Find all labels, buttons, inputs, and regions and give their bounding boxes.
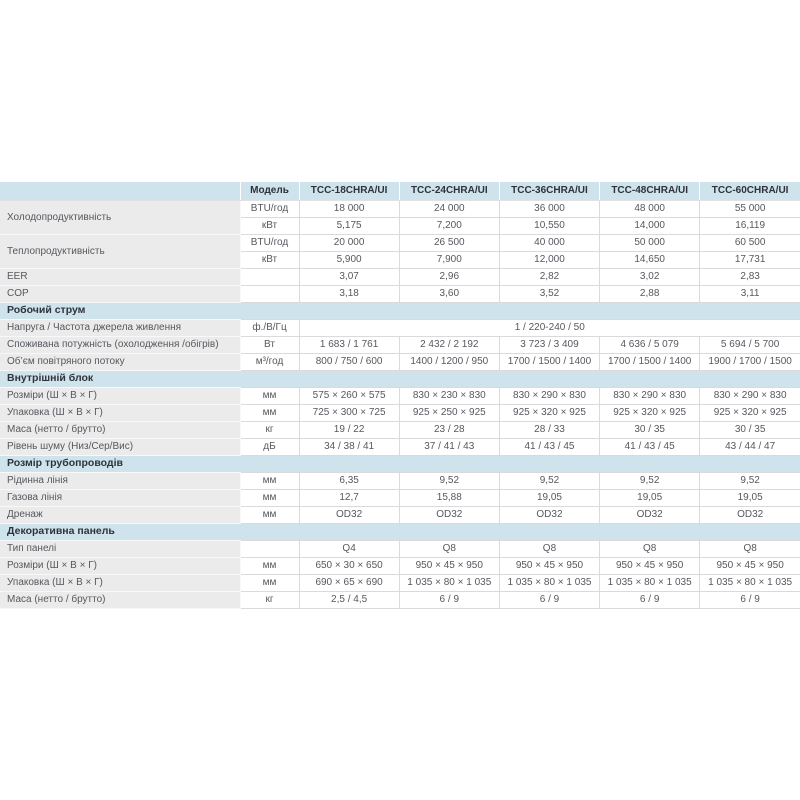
value-cell: 2,82 (499, 268, 599, 285)
value-cell: 19,05 (600, 489, 700, 506)
value-cell: 43 / 44 / 47 (700, 438, 800, 455)
value-cell: 925 × 320 × 925 (499, 404, 599, 421)
spec-label-cell: Розміри (Ш × В × Г) (0, 387, 240, 404)
value-cell: 55 000 (700, 200, 800, 217)
value-cell: 36 000 (499, 200, 599, 217)
value-cell: 2,88 (600, 285, 700, 302)
spec-label-cell: Теплопродуктивність (0, 234, 240, 268)
value-cell: Q4 (299, 540, 399, 557)
value-cell: 2,5 / 4,5 (299, 591, 399, 608)
value-cell: 3,18 (299, 285, 399, 302)
value-cell: 650 × 30 × 650 (299, 557, 399, 574)
value-cell: 14,000 (600, 217, 700, 234)
spec-label-cell: COP (0, 285, 240, 302)
value-cell: 23 / 28 (399, 421, 499, 438)
value-cell: 1900 / 1700 / 1500 (700, 353, 800, 370)
table-row (0, 540, 800, 557)
unit-cell: кВт (240, 251, 299, 268)
unit-cell: м³/год (240, 353, 299, 370)
table-row (0, 591, 800, 608)
value-cell: 6 / 9 (399, 591, 499, 608)
table-row (0, 268, 800, 285)
value-cell: 12,000 (499, 251, 599, 268)
value-cell: 40 000 (499, 234, 599, 251)
section-title: Робочий струм (0, 302, 800, 319)
unit-cell (240, 285, 299, 302)
value-cell: 30 / 35 (600, 421, 700, 438)
value-cell: OD32 (499, 506, 599, 523)
value-cell: 10,550 (499, 217, 599, 234)
table-row (0, 438, 800, 455)
value-cell: 24 000 (399, 200, 499, 217)
header-row (0, 182, 800, 200)
value-cell: 9,52 (499, 472, 599, 489)
value-cell: 2 432 / 2 192 (399, 336, 499, 353)
table-row (0, 506, 800, 523)
value-cell: 950 × 45 × 950 (700, 557, 800, 574)
value-cell: OD32 (700, 506, 800, 523)
table-row (0, 319, 800, 336)
value-cell: 1 035 × 80 × 1 035 (499, 574, 599, 591)
value-cell: Q8 (399, 540, 499, 557)
value-cell: 3,02 (600, 268, 700, 285)
value-cell: 950 × 45 × 950 (499, 557, 599, 574)
value-cell: 41 / 43 / 45 (600, 438, 700, 455)
table-row (0, 404, 800, 421)
value-cell: 1 035 × 80 × 1 035 (700, 574, 800, 591)
table-row (0, 353, 800, 370)
spec-label-cell: Упаковка (Ш × В × Г) (0, 574, 240, 591)
value-cell: 2,96 (399, 268, 499, 285)
value-cell: 18 000 (299, 200, 399, 217)
value-cell: Q8 (700, 540, 800, 557)
table-row (0, 421, 800, 438)
value-cell: 7,200 (399, 217, 499, 234)
unit-cell: кг (240, 591, 299, 608)
unit-cell: кг (240, 421, 299, 438)
spec-label-cell: EER (0, 268, 240, 285)
value-cell: 28 / 33 (499, 421, 599, 438)
value-cell: 1 683 / 1 761 (299, 336, 399, 353)
unit-cell: Вт (240, 336, 299, 353)
unit-cell: мм (240, 404, 299, 421)
section-title: Розмір трубопроводів (0, 455, 800, 472)
value-cell: 4 636 / 5 079 (600, 336, 700, 353)
spec-label-cell: Маса (нетто / брутто) (0, 591, 240, 608)
value-cell: 1400 / 1200 / 950 (399, 353, 499, 370)
value-cell: 3,07 (299, 268, 399, 285)
value-cell: 37 / 41 / 43 (399, 438, 499, 455)
value-cell: 20 000 (299, 234, 399, 251)
value-cell: 690 × 65 × 690 (299, 574, 399, 591)
unit-cell: мм (240, 506, 299, 523)
value-cell: 5 694 / 5 700 (700, 336, 800, 353)
table-row (0, 557, 800, 574)
model-column-header: Модель (240, 182, 299, 200)
value-cell: 16,119 (700, 217, 800, 234)
unit-cell: BTU/год (240, 234, 299, 251)
value-cell: 19 / 22 (299, 421, 399, 438)
spec-label-cell: Напруга / Частота джерела живлення (0, 319, 240, 336)
spec-label-cell: Упаковка (Ш × В × Г) (0, 404, 240, 421)
value-cell: 6,35 (299, 472, 399, 489)
value-cell: 26 500 (399, 234, 499, 251)
value-cell: OD32 (299, 506, 399, 523)
section-title: Внутрішній блок (0, 370, 800, 387)
section-row (0, 455, 800, 472)
value-cell: 575 × 260 × 575 (299, 387, 399, 404)
value-cell: 950 × 45 × 950 (399, 557, 499, 574)
value-cell: 3,11 (700, 285, 800, 302)
value-cell: 7,900 (399, 251, 499, 268)
section-row (0, 302, 800, 319)
unit-cell: ф./В/Гц (240, 319, 299, 336)
value-cell: 15,88 (399, 489, 499, 506)
table-row (0, 200, 800, 217)
spec-table-wrap (0, 182, 800, 609)
value-cell: OD32 (600, 506, 700, 523)
value-cell: 830 × 230 × 830 (399, 387, 499, 404)
unit-cell: мм (240, 574, 299, 591)
value-cell: 19,05 (499, 489, 599, 506)
spec-label-cell: Холодопродуктивність (0, 200, 240, 234)
unit-cell: кВт (240, 217, 299, 234)
value-cell: 9,52 (700, 472, 800, 489)
value-cell: 1 035 × 80 × 1 035 (399, 574, 499, 591)
value-cell: 1 / 220-240 / 50 (299, 319, 800, 336)
model-name: TCC-60CHRA/UI (700, 182, 800, 200)
value-cell: 3,52 (499, 285, 599, 302)
value-cell: 41 / 43 / 45 (499, 438, 599, 455)
table-row (0, 234, 800, 251)
spec-label-cell: Об’єм повітряного потоку (0, 353, 240, 370)
value-cell: 3,60 (399, 285, 499, 302)
value-cell: 1700 / 1500 / 1400 (600, 353, 700, 370)
value-cell: 725 × 300 × 725 (299, 404, 399, 421)
value-cell: 1 035 × 80 × 1 035 (600, 574, 700, 591)
corner-cell (0, 182, 240, 200)
unit-cell (240, 268, 299, 285)
value-cell: 800 / 750 / 600 (299, 353, 399, 370)
value-cell: 17,731 (700, 251, 800, 268)
spec-label-cell: Тип панелі (0, 540, 240, 557)
unit-cell: BTU/год (240, 200, 299, 217)
table-header (0, 182, 800, 200)
value-cell: 2,83 (700, 268, 800, 285)
model-name: TCC-24CHRA/UI (399, 182, 499, 200)
spec-label-cell: Рівень шуму (Низ/Сер/Вис) (0, 438, 240, 455)
value-cell: 6 / 9 (700, 591, 800, 608)
value-cell: 950 × 45 × 950 (600, 557, 700, 574)
value-cell: OD32 (399, 506, 499, 523)
model-name: TCC-18CHRA/UI (299, 182, 399, 200)
value-cell: 3 723 / 3 409 (499, 336, 599, 353)
table-row (0, 387, 800, 404)
unit-cell: дБ (240, 438, 299, 455)
table-row (0, 489, 800, 506)
value-cell: 14,650 (600, 251, 700, 268)
value-cell: 5,175 (299, 217, 399, 234)
model-name: TCC-36CHRA/UI (499, 182, 599, 200)
value-cell: 1700 / 1500 / 1400 (499, 353, 599, 370)
value-cell: 925 × 320 × 925 (600, 404, 700, 421)
table-row (0, 574, 800, 591)
value-cell: 48 000 (600, 200, 700, 217)
value-cell: 60 500 (700, 234, 800, 251)
unit-cell: мм (240, 387, 299, 404)
table-row (0, 285, 800, 302)
value-cell: Q8 (499, 540, 599, 557)
value-cell: 19,05 (700, 489, 800, 506)
section-row (0, 523, 800, 540)
value-cell: 5,900 (299, 251, 399, 268)
section-title: Декоративна панель (0, 523, 800, 540)
value-cell: 9,52 (600, 472, 700, 489)
value-cell: 34 / 38 / 41 (299, 438, 399, 455)
value-cell: 9,52 (399, 472, 499, 489)
section-row (0, 370, 800, 387)
spec-table (0, 182, 800, 609)
unit-cell: мм (240, 489, 299, 506)
spec-label-cell: Розміри (Ш × В × Г) (0, 557, 240, 574)
value-cell: 12,7 (299, 489, 399, 506)
table-row (0, 472, 800, 489)
value-cell: 50 000 (600, 234, 700, 251)
table-body (0, 200, 800, 608)
value-cell: 6 / 9 (600, 591, 700, 608)
unit-cell: мм (240, 557, 299, 574)
value-cell: 30 / 35 (700, 421, 800, 438)
spec-label-cell: Споживана потужність (охолодження /обігрів) (0, 336, 240, 353)
value-cell: 925 × 250 × 925 (399, 404, 499, 421)
model-name: TCC-48CHRA/UI (600, 182, 700, 200)
value-cell: 925 × 320 × 925 (700, 404, 800, 421)
spec-label-cell: Рідинна лінія (0, 472, 240, 489)
spec-label-cell: Газова лінія (0, 489, 240, 506)
value-cell: 830 × 290 × 830 (600, 387, 700, 404)
table-row (0, 336, 800, 353)
unit-cell: мм (240, 472, 299, 489)
value-cell: 6 / 9 (499, 591, 599, 608)
value-cell: 830 × 290 × 830 (499, 387, 599, 404)
unit-cell (240, 540, 299, 557)
value-cell: Q8 (600, 540, 700, 557)
spec-label-cell: Маса (нетто / брутто) (0, 421, 240, 438)
value-cell: 830 × 290 × 830 (700, 387, 800, 404)
spec-label-cell: Дренаж (0, 506, 240, 523)
